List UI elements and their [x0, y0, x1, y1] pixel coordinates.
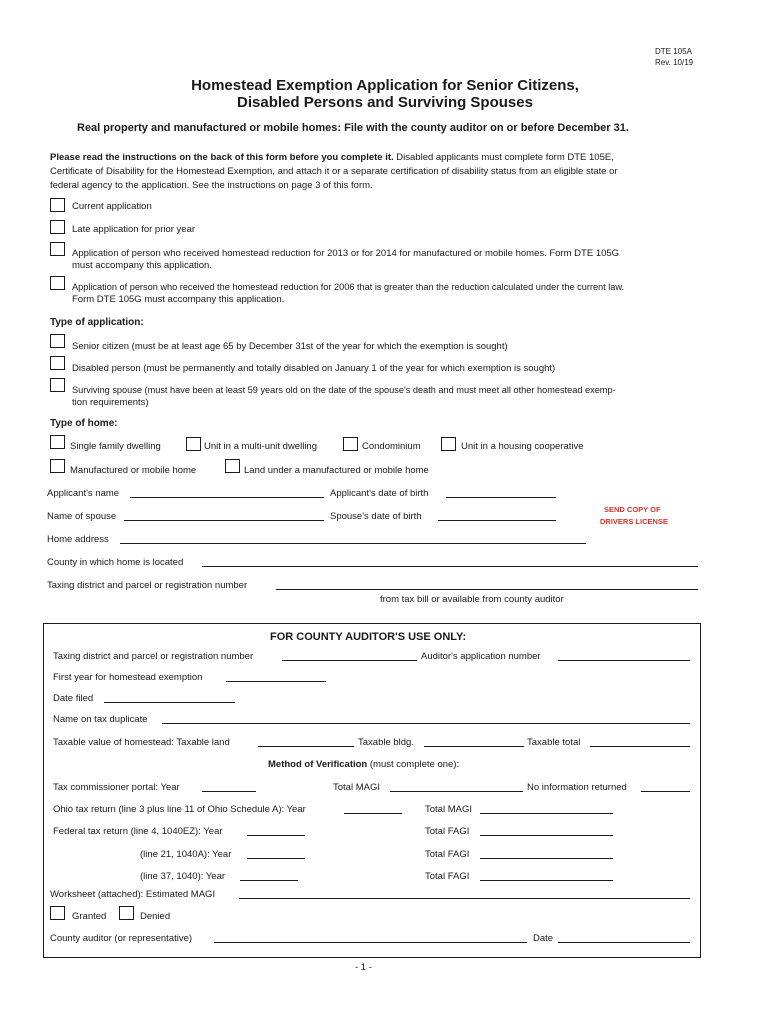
taxable-bldg-label: Taxable bldg. — [358, 737, 414, 748]
reduction-2013-label-2: must accompany this application. — [72, 260, 212, 271]
applicant-dob-input[interactable] — [446, 497, 556, 498]
date-filed-input[interactable] — [104, 702, 235, 703]
disabled-person-checkbox[interactable] — [50, 356, 65, 370]
tax-portal-label: Tax commissioner portal: Year — [53, 782, 180, 793]
federal-return-label: Federal tax return (line 4, 1040EZ): Year — [53, 826, 223, 837]
home-address-input[interactable] — [120, 543, 586, 544]
total-magi2-input[interactable] — [480, 813, 613, 814]
granted-label: Granted — [72, 911, 107, 922]
land-under-mobile-label: Land under a manufactured or mobile home — [244, 465, 429, 476]
method-note: (must complete one): — [367, 759, 460, 770]
no-info-label: No information returned — [527, 782, 627, 793]
line21-year-input[interactable] — [247, 858, 305, 859]
page-title-line1: Homestead Exemption Application for Senior Citizens, — [191, 77, 579, 94]
county-auditor-label: County auditor (or representative) — [50, 933, 193, 944]
total-fagi2-input[interactable] — [480, 858, 613, 859]
annotation-line2: DRIVERS LICENSE — [600, 517, 668, 526]
auditor-taxing-input[interactable] — [282, 660, 417, 661]
mobile-home-checkbox[interactable] — [50, 459, 65, 473]
auditor-taxing-label: Taxing district and parcel or registration number — [53, 651, 254, 662]
annotation-line1: SEND COPY OF — [604, 505, 661, 514]
name-duplicate-input[interactable] — [162, 723, 690, 724]
senior-citizen-label: Senior citizen (must be at least age 65 by December 31st of the year for which the exemption is sought) — [72, 341, 508, 352]
county-input[interactable] — [202, 566, 698, 567]
late-application-checkbox[interactable] — [50, 220, 65, 234]
surviving-spouse-label: Surviving spouse (must have been at least 59 years old on the date of the spouse's death and must meet all other homestead exemp- — [72, 385, 616, 395]
late-application-label: Late application for prior year — [72, 224, 196, 235]
auditor-app-number-label: Auditor's application number — [421, 651, 541, 662]
total-magi2-label: Total MAGI — [425, 804, 472, 815]
intro-rest: Disabled applicants must complete form DTE 105E, — [393, 152, 614, 163]
name-duplicate-label: Name on tax duplicate — [53, 714, 148, 725]
first-year-input[interactable] — [226, 681, 326, 682]
intro-line1 — [50, 152, 614, 163]
condominium-label: Condominium — [362, 441, 421, 452]
surviving-spouse-label-2: tion requirements) — [72, 397, 149, 408]
spouse-name-input[interactable] — [124, 520, 324, 521]
taxing-district-input[interactable] — [276, 589, 698, 590]
single-family-label: Single family dwelling — [70, 441, 161, 452]
date-label: Date — [533, 933, 554, 944]
county-label: County in which home is located — [47, 557, 184, 568]
type-of-home-heading: Type of home: — [50, 418, 118, 429]
disabled-person-label: Disabled person (must be permanently and totally disabled on January 1 of the year for which exemption is sought) — [72, 363, 556, 374]
single-family-checkbox[interactable] — [50, 435, 65, 449]
intro-bold: Please read the instructions on the back of this form before you complete it. — [50, 152, 394, 163]
multi-unit-label: Unit in a multi-unit dwelling — [204, 441, 317, 452]
multi-unit-checkbox[interactable] — [186, 437, 201, 451]
federal-return-year-input[interactable] — [247, 835, 305, 836]
spouse-dob-input[interactable] — [438, 520, 556, 521]
condominium-checkbox[interactable] — [343, 437, 358, 451]
total-fagi1-label: Total FAGI — [425, 826, 470, 837]
applicant-name-input[interactable] — [130, 497, 324, 498]
worksheet-label: Worksheet (attached): Estimated MAGI — [50, 889, 216, 900]
reduction-2006-label: Application of person who received the homestead reduction for 2006 that is greater than the reduction calculated under the current law. — [72, 282, 625, 292]
reduction-2006-checkbox[interactable] — [50, 276, 65, 290]
first-year-label: First year for homestead exemption — [53, 672, 203, 683]
type-of-application-heading: Type of application: — [50, 317, 144, 328]
senior-citizen-checkbox[interactable] — [50, 334, 65, 348]
housing-cooperative-checkbox[interactable] — [441, 437, 456, 451]
reduction-2006-label-2: Form DTE 105G must accompany this application. — [72, 294, 285, 305]
current-application-checkbox[interactable] — [50, 198, 65, 212]
mobile-home-label: Manufactured or mobile home — [70, 465, 197, 476]
form-number: DTE 105A — [655, 47, 692, 56]
line37-label: (line 37, 1040): Year — [140, 871, 226, 882]
line37-year-input[interactable] — [240, 880, 298, 881]
land-under-mobile-checkbox[interactable] — [225, 459, 240, 473]
reduction-2013-checkbox[interactable] — [50, 242, 65, 256]
page-number: - 1 - — [355, 962, 372, 973]
page-title-line2: Disabled Persons and Surviving Spouses — [237, 94, 533, 111]
reduction-2013-label: Application of person who received homestead reduction for 2013 or for 2014 for manufactured or mobile homes. Form DTE 105G — [72, 248, 620, 259]
worksheet-input[interactable] — [239, 898, 690, 899]
denied-checkbox[interactable] — [119, 906, 134, 920]
intro-line2: Certificate of Disability for the Homestead Exemption, and attach it or a separate certification of disability status from an eligible state or — [50, 166, 618, 177]
page-subtitle: Real property and manufactured or mobile homes: File with the county auditor on or before December 31. — [77, 122, 629, 134]
date-input[interactable] — [558, 942, 690, 943]
tax-portal-year-input[interactable] — [202, 791, 256, 792]
surviving-spouse-checkbox[interactable] — [50, 378, 65, 392]
spouse-dob-label: Spouse's date of birth — [330, 511, 422, 522]
denied-label: Denied — [140, 911, 171, 922]
method-heading: Method of Verification — [268, 759, 368, 770]
county-auditor-input[interactable] — [214, 942, 527, 943]
total-fagi3-label: Total FAGI — [425, 871, 470, 882]
taxable-bldg-input[interactable] — [424, 746, 524, 747]
revision-date: Rev. 10/19 — [655, 58, 694, 67]
total-fagi3-input[interactable] — [480, 880, 613, 881]
total-magi-label: Total MAGI — [333, 782, 380, 793]
housing-cooperative-label: Unit in a housing cooperative — [461, 441, 584, 452]
method-verification — [268, 759, 459, 770]
taxable-land-label: Taxable value of homestead: Taxable land — [53, 737, 230, 748]
taxing-district-label: Taxing district and parcel or registration number — [47, 580, 248, 591]
applicant-name-label: Applicant's name — [47, 488, 120, 499]
no-info-input[interactable] — [641, 791, 690, 792]
taxable-total-label: Taxable total — [527, 737, 581, 748]
taxable-total-input[interactable] — [590, 746, 690, 747]
total-fagi1-input[interactable] — [480, 835, 613, 836]
ohio-return-year-input[interactable] — [344, 813, 402, 814]
granted-checkbox[interactable] — [50, 906, 65, 920]
total-magi-input[interactable] — [390, 791, 523, 792]
ohio-return-label: Ohio tax return (line 3 plus line 11 of Ohio Schedule A): Year — [53, 804, 306, 815]
spouse-name-label: Name of spouse — [47, 511, 117, 522]
intro-line3: federal agency to the application. See the instructions on page 3 of this form. — [50, 180, 373, 191]
auditor-heading: FOR COUNTY AUDITOR'S USE ONLY: — [270, 631, 467, 643]
line21-label: (line 21, 1040A): Year — [140, 849, 232, 860]
home-address-label: Home address — [47, 534, 109, 545]
total-fagi2-label: Total FAGI — [425, 849, 470, 860]
taxing-district-note: from tax bill or available from county auditor — [380, 594, 564, 605]
date-filed-label: Date filed — [53, 693, 94, 704]
auditor-app-number-input[interactable] — [558, 660, 690, 661]
applicant-dob-label: Applicant's date of birth — [330, 488, 429, 499]
current-application-label: Current application — [72, 201, 152, 212]
taxable-land-input[interactable] — [258, 746, 354, 747]
